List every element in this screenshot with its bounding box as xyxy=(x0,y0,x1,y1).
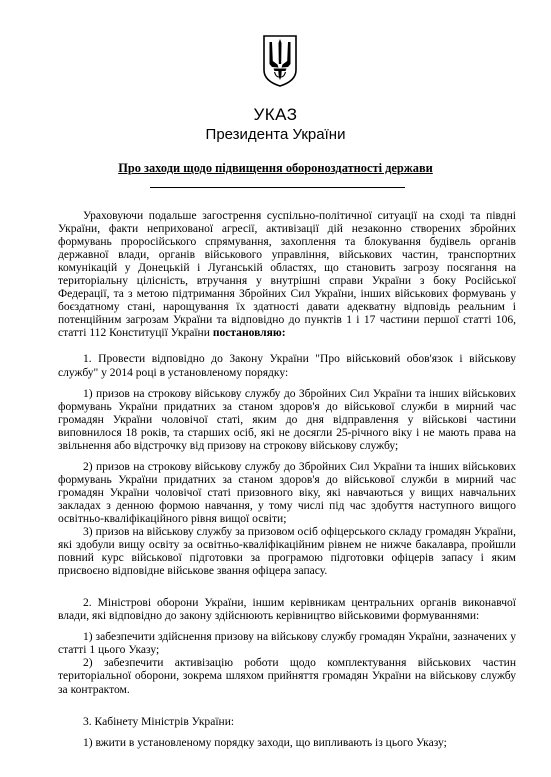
decree-body xyxy=(58,210,516,750)
decree-subject: Про заходи щодо підвищення обороноздатності держави xyxy=(118,161,433,175)
item-3: 3. Кабінету Міністрів України: xyxy=(83,715,235,728)
item-1-1: 1) призов на строкову військову службу до Збройних Сил України та інших військових формувань України придатних за станом здоров'я до військової служби в мирний час громадян України чоловічої статі, яким до дня відправлення у військові частини виповнилося 18 років, та старших осіб, які не досягли 25-річного віку і не мають права на звільнення або відстрочку від призову на строкову військову службу; xyxy=(58,387,516,452)
decree-word: постановляю: xyxy=(212,327,286,340)
item-2-2: 2) забезпечити активізацію роботи щодо комплектування військових частин територіальної оборони, зокрема шляхом прийняття громадян України на військову службу за контрактом. xyxy=(58,657,516,696)
preamble-paragraph xyxy=(58,210,516,340)
item-1-3: 3) призов на військову службу за призовом осіб офіцерського складу громадян України, які здобули вищу освіту за освітньо-кваліфікаційним рівнем не нижче бакалавра, пройшли повний курс військової підготовки за програмою підготовки офіцерів запасу і яким присвоєно відповідне військове звання офіцера запасу. xyxy=(58,526,516,578)
trident-coat-of-arms-icon xyxy=(262,34,298,88)
item-2: 2. Міністрові оборони України, іншим керівникам центральних органів виконавчої влади, які відповідно до закону здійснюють керівництво військовими формуваннями: xyxy=(58,597,516,623)
preamble-text: Ураховуючи подальше загострення суспільно-політичної ситуації на сході та півдні України, факти неприхованої агресії, активізації дій незаконно створених збройних формувань проросійського спрямування, захоплення та блокування будівель органів державної влади, органів військового управління, військових частин, транспортних комунікацій у Донецькій і Луганській областях, що становить загрозу посягання на територіальну цілісність, втручання у внутрішні справи України з боку Російської Федерації, та з метою підтримання Збройних Сил України, інших військових формувань у боєздатному стані, нарощування їх здатності давати адекватну відповідь реальним і потенційним загрозам України та відповідно до пунктів 1 і 17 частини першої статті 106, статті 112 Конституції України xyxy=(58,210,516,340)
decree-title: УКАЗ xyxy=(253,105,298,124)
subject-underline-divider xyxy=(150,187,405,188)
item-3-1: 1) вжити в установленому порядку заходи, що випливають із цього Указу; xyxy=(83,736,447,749)
item-1-2: 2) призов на строкову військову службу до Збройних Сил України та інших військових формувань України придатних за станом здоров'я до військової служби в мирний час громадян України чоловічої статі призовного віку, які навчаються у вищих навчальних закладах з денною формою навчання, у тому числі під час здобуття наступного вищого освітньо-кваліфікаційного рівня вищої освіти; xyxy=(58,460,516,525)
item-2-1: 1) забезпечити здійснення призову на військову службу громадян України, зазначених у статті 1 цього Указу; xyxy=(58,631,516,657)
decree-issuer: Президента України xyxy=(205,126,346,143)
item-1: 1. Провести відповідно до Закону України "Про військовий обов'язок і військову службу" у 2014 році в установленому порядку: xyxy=(58,353,516,379)
